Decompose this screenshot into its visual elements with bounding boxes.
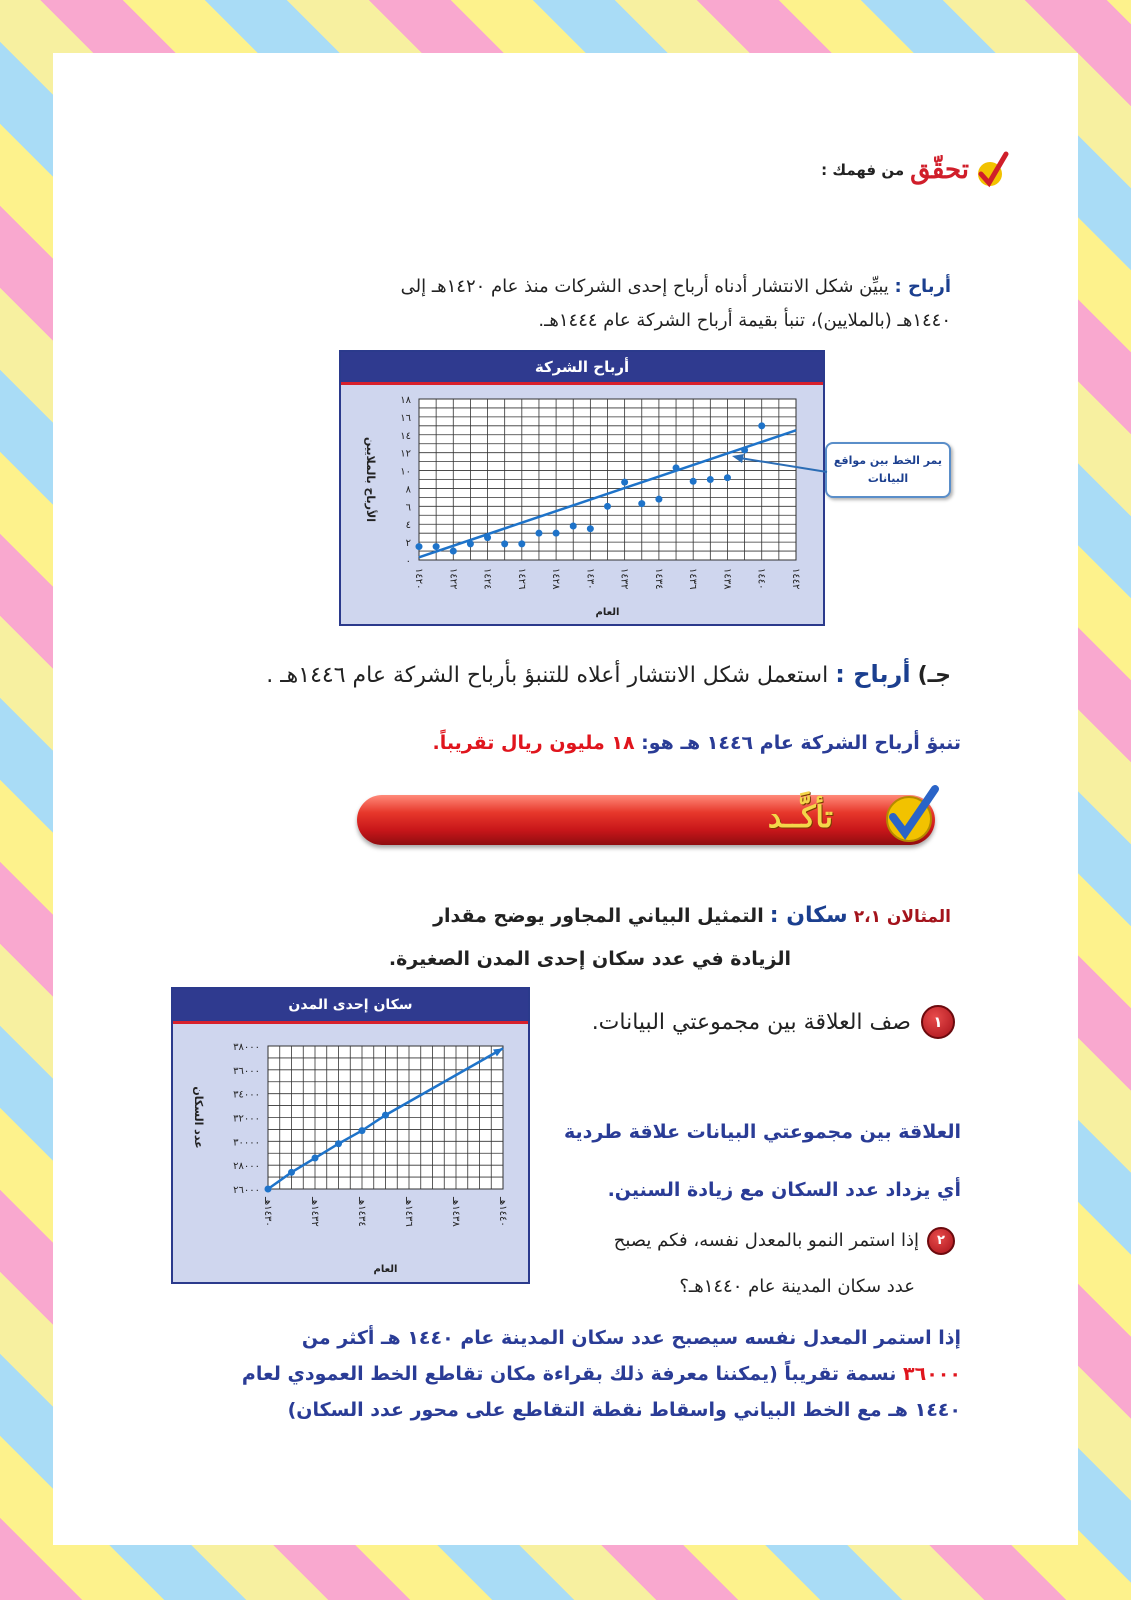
problem-line-1: يبيِّن شكل الانتشار أدناه أرباح إحدى الشركات منذ عام ١٤٢٠هـ إلى [400,276,889,297]
data-point [673,464,680,471]
confirm-title: تأكَّــد [767,800,833,835]
data-point [758,422,765,429]
y-tick-label: ٢٦٠٠٠ [233,1185,260,1196]
y-tick-label: ٣٦٠٠٠ [233,1065,260,1077]
x-tick-label: ١٤٣٨ [721,568,733,590]
x-tick-label: ١٤٢٤ [481,568,493,590]
y-tick-label: ١٠ [400,466,411,478]
data-point [501,540,508,547]
answer-2-line-1: إذا استمر المعدل نفسه سيصبح عدد سكان المدينة عام ١٤٤٠ هـ أكثر من [301,1327,961,1349]
answer-c [161,732,961,754]
data-point [359,1127,366,1134]
y-tick-label: ٣٢٠٠٠ [233,1113,260,1125]
y-axis-label: عدد السكان [192,1086,205,1149]
examples-keyword: سكان : [769,903,848,928]
problem-text [171,270,951,338]
data-point [467,540,474,547]
y-tick-label: ٢ [405,538,411,550]
x-tick-label: ١٤٣٨هـ [450,1197,461,1227]
data-point [535,530,542,537]
data-point [312,1155,319,1162]
question-1 [515,1005,955,1039]
y-tick-label: ١٤ [400,430,411,442]
y-tick-label: ١٨ [400,395,411,406]
y-tick-label: ٣٠٠٠٠ [233,1137,260,1149]
y-tick-label: ١٦ [400,412,411,424]
data-point [484,534,491,541]
x-axis-label: العام [373,1264,398,1275]
y-tick-label: ٦ [405,502,411,514]
x-tick-label: ١٤٣٦ [687,568,699,590]
problem-keyword: أرباح : [894,276,951,297]
check-subtitle: من فهمك : [821,161,905,179]
x-tick-label: ١٤٣٢ [618,568,630,590]
x-tick-label: ١٤٤٠ [755,568,767,590]
callout-arrow [730,450,830,480]
part-c-text: استعمل شكل الانتشار أعلاه للتنبؤ بأرباح الشركة عام ١٤٤٦هـ . [266,663,829,688]
question-2-number: ٢ [927,1227,955,1255]
answer-2-value: ٣٦٠٠٠ [903,1363,961,1385]
x-tick-label: ١٤٣٤ [652,568,664,590]
question-2 [515,1218,955,1310]
data-point [553,530,560,537]
question-2-line-1: إذا استمر النمو بالمعدل نفسه، فكم يصبح [613,1230,919,1251]
x-tick-label: ١٤٢٨ [550,568,562,590]
problem-line-2: ١٤٤٠هـ (بالملايين)، تنبأ بقيمة أرباح الشركة عام ١٤٤٤هـ. [538,310,951,331]
x-tick-label: ١٤٣٠هـ [262,1197,273,1227]
y-tick-label: ١٢ [400,448,411,460]
data-point [570,523,577,530]
y-tick-label: ٤ [405,520,411,532]
question-1-number: ١ [921,1005,955,1039]
data-point [655,496,662,503]
data-point [382,1112,389,1119]
y-tick-label: ٣٤٠٠٠ [233,1089,260,1101]
y-tick-label: ٨ [405,484,411,496]
examples-line-1: التمثيل البياني المجاور يوضح مقدار [433,905,764,927]
population-chart-title: سكان إحدى المدن [173,989,528,1024]
examples-label: المثالان ٢،١ [853,907,951,927]
data-point [288,1169,295,1176]
answer-1-line-2: أي يزداد عدد السكان مع زيادة السنين. [607,1179,961,1201]
x-tick-label: ١٤٣٤هـ [356,1197,367,1227]
question-2-line-2: عدد سكان المدينة عام ١٤٤٠هـ؟ [679,1276,915,1297]
data-point [690,478,697,485]
x-tick-label: ١٤٢٢ [447,568,459,590]
check-understanding-header [821,145,1009,195]
profits-chart [339,350,825,626]
answer-2-line-3: ١٤٤٠ هـ مع الخط البياني واسقاط نقطة التقاطع على محور عدد السكان) [287,1399,961,1421]
data-point [265,1186,272,1193]
answer-c-prefix: تنبؤ أرباح الشركة عام ١٤٤٦ هـ هو: [641,732,961,754]
trend-line-callout: يمر الخط بين مواقع البيانات [825,442,951,498]
data-point [621,479,628,486]
data-point [587,525,594,532]
question-1-text: صف العلاقة بين مجموعتي البيانات. [591,1009,911,1035]
x-tick-label: ١٤٢٠ [413,568,424,590]
data-point [707,476,714,483]
examples-text [291,895,951,980]
y-axis-label: الأرباح بالملايين [364,437,377,522]
answer-1-line-1: العلاقة بين مجموعتي البيانات علاقة طردية [563,1121,961,1143]
data-point [638,500,645,507]
x-tick-label: ١٤٣٢هـ [309,1197,320,1227]
answer-2-line-2: نسمة تقريباً (يمكننا معرفة ذلك بقراءة مكان تقاطع الخط العمودي لعام [241,1363,904,1385]
data-point [416,543,423,550]
y-tick-label: ٣٨٠٠٠ [233,1042,260,1053]
data-point [518,540,525,547]
confirm-banner [357,795,935,845]
answer-2 [161,1320,961,1428]
part-c-keyword: أرباح : [835,660,911,688]
profits-chart-plot [341,385,823,624]
answer-c-value: ١٨ مليون ريال تقريباً. [432,732,635,754]
check-title: تحقّق [910,155,969,185]
data-point [450,548,457,555]
profits-chart-title: أرباح الشركة [341,352,823,385]
part-c [151,660,951,688]
x-tick-label: ١٤٣٦هـ [403,1197,414,1227]
x-tick-label: ١٤٢٦ [515,568,527,590]
y-tick-label: ٢٨٠٠٠ [233,1161,260,1173]
y-tick-label: ٠ [405,556,411,567]
part-c-label: جـ) [917,663,951,688]
data-point [335,1140,342,1147]
confirm-check-icon [879,783,941,847]
data-point [604,503,611,510]
data-point [433,543,440,550]
x-tick-label: ١٤٤٠هـ [497,1197,508,1227]
examples-line-2: الزيادة في عدد سكان إحدى المدن الصغيرة. [388,948,791,970]
x-tick-label: ١٤٤٢ [790,568,801,590]
x-axis-label: العام [595,607,620,618]
checkmark-icon [975,150,1009,190]
x-tick-label: ١٤٣٠ [584,568,596,590]
answer-1 [401,1103,961,1219]
